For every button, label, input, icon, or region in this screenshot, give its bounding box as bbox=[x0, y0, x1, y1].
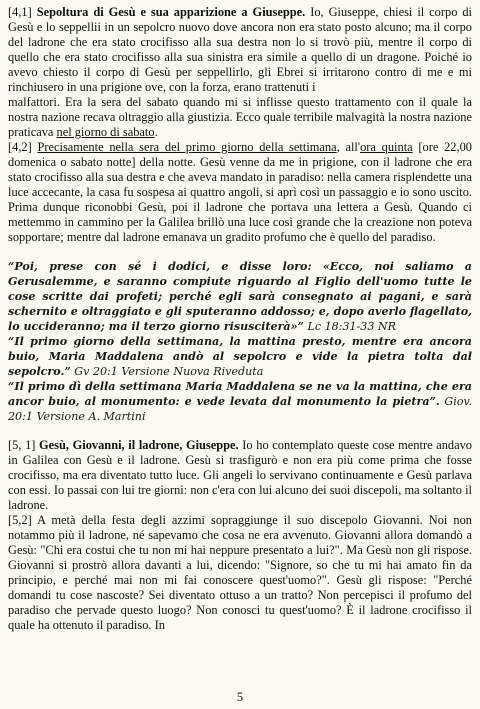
paragraph-text: Io, Giuseppe, chiesi il corpo di Gesù e lo seppellii in un sepolcro nuovo dove ancora non era stato posto alcuno; ma il corpo del ladrone che era stato crocifisso alla sua destra non lo si trovò più, mentre il corpo di quello che era stato crocifisso alla sua sinistra era simile a quello di un dragone. Poiché io avevo chiesto il corpo di Gesù per seppellirlo, gli Ebrei si irritarono contro di me e mi rinchiusero in una prigione ove, con la forza, erano trattenuti i bbox=[8, 5, 472, 94]
section-heading: Gesù, Giovanni, il ladrone, Giuseppe. bbox=[39, 438, 239, 452]
paragraph-4-1-continued bbox=[8, 95, 472, 140]
paragraph-number: [4,2] bbox=[8, 140, 38, 154]
quote-text: “Il primo giorno della settimana, la mattina presto, mentre era ancora buio, Maria Maddalena andò al sepolcro e vide la pietra tolta dal sepolcro.” bbox=[8, 335, 472, 378]
quote-reference: Lc 18:31-33 NR bbox=[303, 320, 396, 333]
quote-reference: Giov. 20:1 Versione A. Martini bbox=[8, 395, 472, 423]
section-heading: Sepoltura di Gesù e sua apparizione a Giuseppe. bbox=[36, 5, 306, 19]
underlined-text: ora quinta bbox=[360, 140, 413, 154]
quote-reference: Gv 20:1 Versione Nuova Riveduta bbox=[70, 365, 264, 378]
bible-quote-john-nr bbox=[8, 334, 472, 379]
paragraph-number: [5,2] bbox=[8, 513, 38, 527]
paragraph-text: . bbox=[154, 125, 158, 139]
paragraph-4-1 bbox=[8, 5, 472, 95]
paragraph-4-2 bbox=[8, 140, 472, 245]
quote-text: “Poi, prese con sé i dodici, e disse loro: «Ecco, noi saliamo a Gerusalemme, e saranno compiute riguardo al Figlio dell'uomo tutte le cose scritte dai profeti; perché egli sarà consegnato ai pagani, e sarà schernito e oltraggiato e gli sputeranno addosso; e, dopo averlo flagellato, lo uccideranno; ma il terzo giorno risusciterà»” bbox=[8, 260, 472, 333]
quote-text: “Il primo dì della settimana Maria Maddalena se ne va la mattina, che era ancor buio, al monumento: e vede levata dal monumento la pietra”. bbox=[8, 380, 472, 408]
underlined-text: nel giorno di sabato bbox=[56, 125, 155, 139]
paragraph-5-1 bbox=[8, 438, 472, 513]
bible-quote-john-martini bbox=[8, 379, 472, 424]
spacer bbox=[8, 424, 472, 438]
underlined-text: Precisamente nella sera del primo giorno della settimana bbox=[37, 140, 337, 154]
bible-quote-luke bbox=[8, 259, 472, 334]
paragraph-text: A metà della festa degli azzimi sopraggiunge il suo discepolo Giovanni. Noi non notammo più il ladrone, né sapevamo che cosa ne era avvenuto. Giovanni allora domandò a Gesù: "Chi era costui che tu non mi hai neppure presentato a lui?". Ma Gesù non gli rispose. Giovanni si prostrò allora davanti a lui, dicendo: "Signore, so che tu mi hai amato fin da principio, e perché mai non mi fai conoscere quest'uomo?". Gesù gli rispose: "Perché domandi tu cose nascoste? Sei diventato ottuso a un tratto? Non percepisci il profumo del paradiso che pervade questo luogo? Non conosci tu quest'uomo? È il ladrone crocifisso il quale ha ottenuto il paradiso. In bbox=[8, 513, 472, 632]
spacer bbox=[8, 245, 472, 259]
paragraph-number: [5, 1] bbox=[8, 438, 40, 452]
page-number: 5 bbox=[236, 690, 244, 704]
paragraph-5-2 bbox=[8, 513, 472, 633]
paragraph-text: , all' bbox=[336, 140, 361, 154]
paragraph-text: Io ho contemplato queste cose mentre andavo in Galilea con Gesù e il ladrone. Gesù si trasfigurò e non era più come prima che fosse crocifisso, ma era diventato tutto luce. Gli angeli lo servivano continuamente e Gesù parlava con essi. Io passai con lui tre giorni: non c'era con lui alcuno dei suoi discepoli, ma soltanto il ladrone. bbox=[8, 438, 473, 512]
paragraph-text: malfattori. Era la sera del sabato quando mi si inflisse questo trattamento con il quale la nostra nazione recava oltraggio alla giustizia. Ecco quale terribile malvagità la nostra nazione praticava bbox=[8, 95, 472, 139]
paragraph-number: [4,1] bbox=[8, 5, 37, 19]
paragraph-text: [ore 22,00 domenica o sabato notte] della notte. Gesù venne da me in prigione, con il ladrone che era stato crocifisso alla sua destra e che aveva mandato in paradiso: nella camera risplendette una luce accecante, la casa fu sospesa ai quattro angoli, si aprì così un passaggio e io sono uscito. Prima dunque riconobbi Gesù, poi il ladrone che portava una lettera a Gesù. Quando ci mettemmo in cammino per la Galilea brillò una luce così grande che la creazione non poteva sopportare; mentre dal ladrone emanava un gradito profumo che è quello del paradiso. bbox=[8, 140, 472, 244]
